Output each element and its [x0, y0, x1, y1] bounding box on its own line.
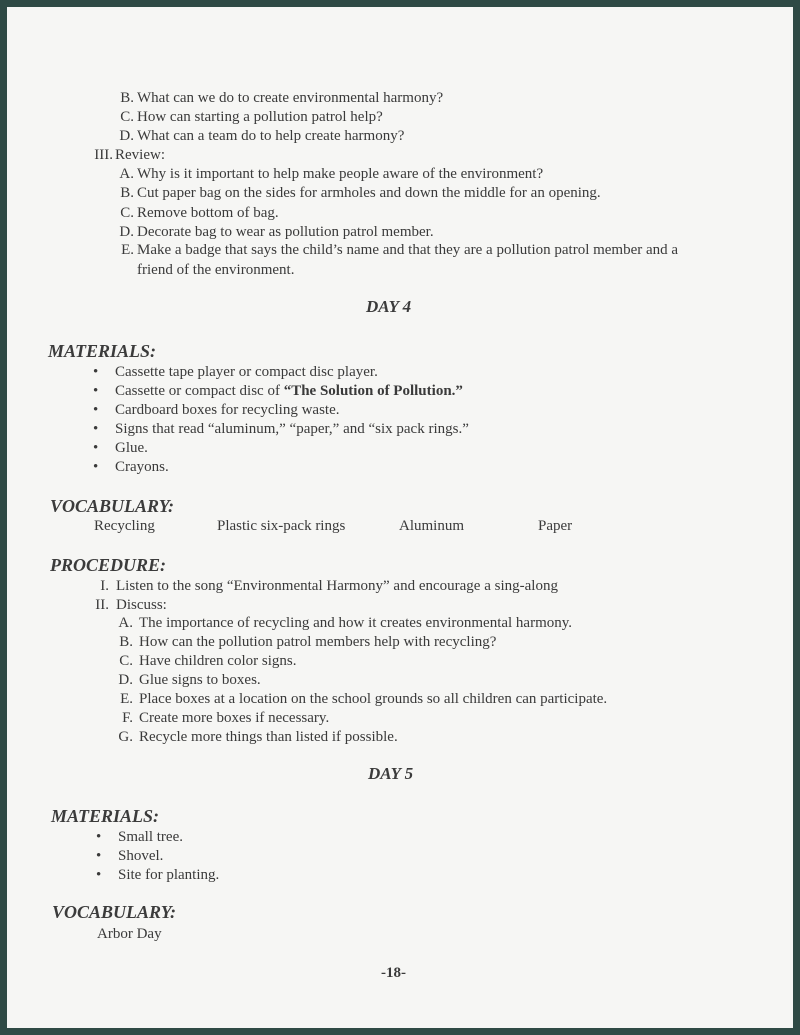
review-marker: III.: [94, 147, 113, 163]
list-item: Why is it important to help make people aware of the environment?: [137, 166, 544, 182]
list-marker: C.: [120, 205, 134, 221]
day4-procedure-heading: PROCEDURE:: [50, 555, 167, 575]
day4-title: DAY 4: [366, 297, 412, 316]
song-title: “The Solution of Pollution.”: [283, 383, 463, 399]
day5-title: DAY 5: [368, 764, 414, 783]
material-item: Small tree.: [118, 829, 183, 845]
bullet: •: [96, 848, 102, 864]
list-marker: B.: [119, 634, 133, 650]
document-page: [7, 7, 793, 1028]
vocab-word: Arbor Day: [97, 926, 162, 942]
list-marker: D.: [119, 128, 134, 144]
list-item: Glue signs to boxes.: [139, 672, 261, 688]
bullet: •: [93, 364, 99, 380]
bullet: •: [93, 421, 99, 437]
material-item: Shovel.: [118, 848, 164, 864]
material-item: Cardboard boxes for recycling waste.: [115, 402, 340, 418]
material-item: Cassette or compact disc of “The Solution of Pollution.”: [115, 383, 463, 399]
day5-materials-heading: MATERIALS:: [51, 806, 160, 826]
list-item: Place boxes at a location on the school grounds so all children can participate.: [139, 691, 608, 707]
bullet: •: [93, 383, 99, 399]
list-marker: D.: [119, 224, 134, 240]
procedure-step: Listen to the song “Environmental Harmony” and encourage a sing-along: [116, 578, 558, 594]
list-marker: F.: [122, 710, 133, 726]
list-item: How can starting a pollution patrol help?: [137, 109, 383, 125]
material-item: Cassette tape player or compact disc player.: [115, 364, 378, 380]
vocab-word: Paper: [538, 518, 573, 534]
list-marker: D.: [118, 672, 133, 688]
list-item: Decorate bag to wear as pollution patrol member.: [137, 224, 434, 240]
vocab-word: Plastic six-pack rings: [217, 518, 346, 534]
list-item: What can a team do to help create harmony?: [137, 128, 405, 144]
procedure-step: Discuss:: [116, 597, 167, 613]
day4-materials-heading: MATERIALS:: [48, 341, 157, 361]
list-marker: A.: [119, 166, 134, 182]
list-marker: G.: [118, 729, 133, 745]
bullet: •: [93, 459, 99, 475]
vocab-word: Recycling: [94, 518, 155, 534]
bullet: •: [96, 867, 102, 883]
list-item: Have children color signs.: [139, 653, 297, 669]
bullet: •: [93, 440, 99, 456]
material-item: Signs that read “aluminum,” “paper,” and “six pack rings.”: [115, 421, 469, 437]
list-marker: B.: [120, 185, 134, 201]
material-item: Crayons.: [115, 459, 169, 475]
list-marker: A.: [118, 615, 133, 631]
list-marker: II.: [95, 597, 109, 613]
list-item-continuation: friend of the environment.: [137, 262, 295, 278]
list-marker: C.: [119, 653, 133, 669]
list-item: Remove bottom of bag.: [137, 205, 279, 221]
list-item: Recycle more things than listed if possible.: [139, 729, 398, 745]
list-marker: E.: [120, 691, 133, 707]
vocab-word: Aluminum: [399, 518, 465, 534]
review-label: Review:: [115, 147, 165, 163]
list-marker: E.: [121, 242, 134, 258]
material-item: Site for planting.: [118, 867, 220, 883]
list-item: Make a badge that says the child’s name and that they are a pollution patrol member and a: [137, 242, 679, 258]
list-item: What can we do to create environmental harmony?: [137, 90, 444, 106]
bullet: •: [93, 402, 99, 418]
list-item: How can the pollution patrol members help with recycling?: [139, 634, 497, 650]
list-marker: B.: [120, 90, 134, 106]
list-marker: C.: [120, 109, 134, 125]
day4-vocabulary-heading: VOCABULARY:: [50, 496, 175, 516]
page-number: -18-: [381, 965, 406, 981]
list-item: Create more boxes if necessary.: [139, 710, 330, 726]
material-item: Glue.: [115, 440, 148, 456]
list-item: The importance of recycling and how it creates environmental harmony.: [139, 615, 573, 631]
list-marker: I.: [100, 578, 109, 594]
bullet: •: [96, 829, 102, 845]
list-item: Cut paper bag on the sides for armholes and down the middle for an opening.: [137, 185, 601, 201]
day5-vocabulary-heading: VOCABULARY:: [52, 902, 177, 922]
